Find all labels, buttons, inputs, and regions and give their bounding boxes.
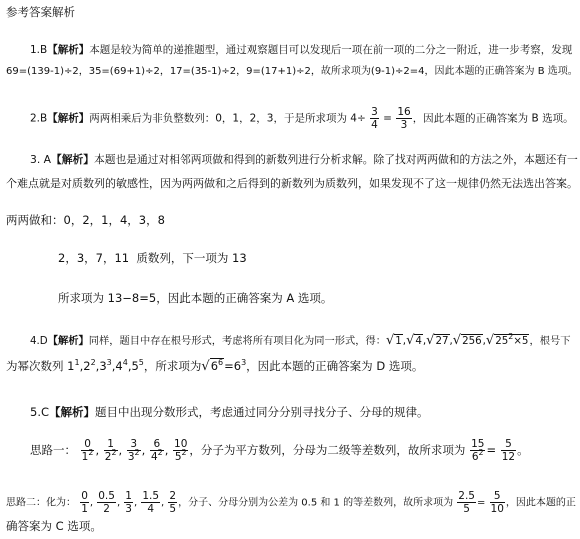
q3-tag: 【解析】 xyxy=(51,153,95,166)
q1-line1 xyxy=(30,42,572,58)
q5-number: 5.C xyxy=(30,405,50,419)
q5-idea2-result-2: $\frac{5}{10}$ xyxy=(490,490,504,515)
q5-idea2-result-1: $\frac{2.5}{5}$ xyxy=(458,490,475,515)
q5-idea2-line2: 确答案为 C 选项。 xyxy=(6,519,102,533)
q5-idea1-result-1: $\frac{15}{6^2}$ xyxy=(471,438,485,463)
q3-primes-row xyxy=(58,250,247,266)
q5-idea2-frac-4: $\frac{1.5}{4}$ xyxy=(142,490,160,515)
q3-sum-values: 0，2，1，4，3，8 xyxy=(63,213,165,227)
q5-idea2-frac-3: $\frac{1}{3}$ xyxy=(125,490,132,515)
q3-sum-row xyxy=(6,212,165,228)
q5-idea2-text: ，分子、分母分别为公差为 0.5 和 1 的等差数列，故所求项为 xyxy=(178,497,454,509)
q5-idea1-frac-2: $\frac{1}{2^2}$ xyxy=(104,438,117,463)
q5-idea2-frac-1: $\frac{0}{1}$ xyxy=(81,490,88,515)
q2-text-a: 两两相乘后为非负整数列：0，1，2，3，于是所求项为 4÷ xyxy=(89,112,366,125)
q3-sum-label: 两两做和： xyxy=(6,213,64,227)
q5-idea1-text: ，分子为平方数列，分母为二级等差数列，故所求项为 xyxy=(189,443,466,457)
page-title: 参考答案解析 xyxy=(6,5,75,19)
q5-idea2-label: 思路二：化为： xyxy=(6,497,76,509)
q5-tag: 【解析】 xyxy=(49,405,96,419)
q5-line1 xyxy=(30,404,429,420)
q3-primes-values: 2，3，7，11 xyxy=(58,251,130,265)
q5-idea1-result-2: $\frac{5}{12}$ xyxy=(501,438,516,463)
q5-idea2-frac-5: $\frac{2}{5}$ xyxy=(169,490,177,515)
q2-line xyxy=(30,106,574,131)
q2-tag: 【解析】 xyxy=(47,112,90,125)
q4-result-radical: $√6^6$ xyxy=(201,358,224,374)
q5-idea1-frac-1: $\frac{0}{1^2}$ xyxy=(81,438,94,463)
q4-radical-3: √27 xyxy=(426,333,449,348)
q1-line2: 69=(139-1)÷2，35=(69+1)÷2，17=(35-1)÷2，9=(17+1)÷2，故所求项为(9-1)÷2=4，因此本题的正确答案为 B 选项。 xyxy=(6,66,578,77)
q4-radical-4: √256 xyxy=(452,333,482,348)
q3-primes-text: 质数列，下一项为 13 xyxy=(136,251,247,265)
q3-number: 3. A xyxy=(30,153,52,166)
q2-fraction-2: $\frac{16}{3}$ xyxy=(397,106,411,131)
q1-text1: 本题是较为简单的递推题型，通过观察题目可以发现后一项在前一项的二分之一附近，进一步考察，发现 xyxy=(89,44,573,56)
q4-tag: 【解析】 xyxy=(47,335,89,347)
q4-line2: 为幂次数列 $1^1,2^2,3^3,4^4,5^5$，所求项为$√6^6=6^3$，因此本题的正确答案为 D 选项。 xyxy=(6,358,424,374)
q5-idea1-frac-4: $\frac{6}{4^2}$ xyxy=(150,438,163,463)
q5-idea2-frac-2: $\frac{0.5}{2}$ xyxy=(98,490,115,515)
q2-number: 2.B xyxy=(30,112,48,125)
q4-number: 4.D xyxy=(30,335,48,347)
q5-intro: 题目中出现分数形式，考虑通过同分分别寻找分子、分母的规律。 xyxy=(95,405,429,419)
q4-text-b: ，根号下 xyxy=(529,335,571,347)
q5-idea2-tail: ，因此本题的正 xyxy=(505,497,576,509)
q1-tag: 【解析】 xyxy=(47,44,90,56)
q2-equals: = xyxy=(383,112,392,125)
q5-idea1: 思路一： $\frac{0}{1^2}$ , $\frac{1}{2^2}$ , $\frac{3}{3^2}$ , $\frac{6}{4^2}$ , $\frac{10}{5^2}$ ，分子为平方数列，分母为二级等差数列，故所求项为 $\frac{15}{6^2}$ = $\frac{5}{12}$ 。 xyxy=(30,438,529,463)
q2-text-b: ，因此本题的正确答案为 B 选项。 xyxy=(412,112,574,125)
q4-line1: 4.D【解析】同样，题目中存在根号形式，考虑将所有项目化为同一形式，得：$√1,√4,√27,√256,√25^2\times 5$，根号下 xyxy=(30,332,571,348)
q3-result: 所求项为 13−8=5，因此本题的正确答案为 A 选项。 xyxy=(58,291,333,305)
q5-idea2: 思路二：化为： $\frac{0}{1}$ , $\frac{0.5}{2}$ , $\frac{1}{3}$ , $\frac{1.5}{4}$ , $\frac{2}{5}$ ，分子、分母分别为公差为 0.5 和 1 的等差数列，故所求项为 $\frac{2.5}{5}$ = $\frac{5}{10}$ ，因此本题的正 xyxy=(6,490,576,515)
q1-number: 1.B xyxy=(30,44,48,56)
q3-line1 xyxy=(30,152,578,168)
q3-line2: 个难点就是对质数列的敏感性，因为两两做和之后得到的新数列为质数列，如果发现不了这一规律仍然无法选出答案。 xyxy=(6,177,578,190)
q5-idea1-frac-5: $\frac{10}{5^2}$ xyxy=(174,438,188,463)
q4-radical-1: √1 xyxy=(385,333,402,348)
q4-radical-2: √4 xyxy=(406,333,422,348)
q3-text1: 本题也是通过对相邻两项做和得到的新数列进行分析求解。除了找对两两做和的方法之外，本题还有一 xyxy=(94,153,578,166)
q5-idea1-frac-3: $\frac{3}{3^2}$ xyxy=(127,438,140,463)
q2-fraction-1: $\frac{3}{4}$ xyxy=(371,106,378,131)
q4-radical-5: $√25^2\times 5$ xyxy=(485,332,529,348)
q4-text-a: 同样，题目中存在根号形式，考虑将所有项目化为同一形式，得： xyxy=(88,335,386,347)
q5-idea1-label: 思路一： xyxy=(30,443,76,457)
